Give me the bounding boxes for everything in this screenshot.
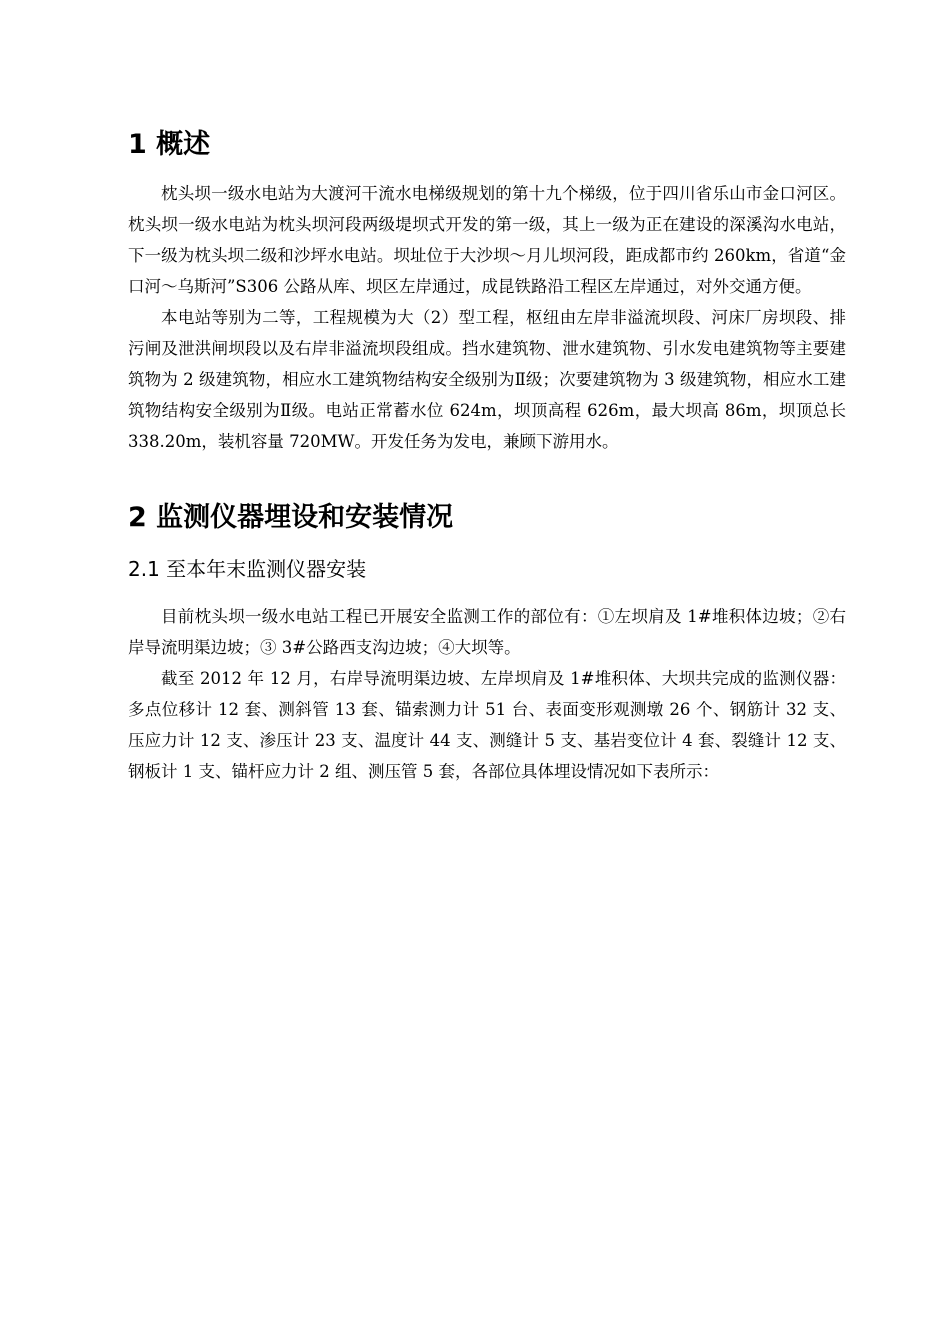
overview-paragraph-project-scale: 本电站等别为二等，工程规模为大（2）型工程，枢纽由左岸非溢流坝段、河床厂房坝段、排污闸及泄洪闸坝段以及右岸非溢流坝段组成。挡水建筑物、泄水建筑物、引水发电建筑物等主要建筑物为 2 级建筑物，相应水工建筑物结构安全级别为Ⅱ级；次要建筑物为 3 级建筑物，相应水工建筑物结构安全级别为Ⅱ级。电站正常蓄水位 624m，坝顶高程 626m，最大坝高 86m，坝顶总长 338.20m，装机容量 720MW。开发任务为发电，兼顾下游用水。 — [128, 308, 846, 451]
monitoring-paragraph-instrument-counts: 截至 2012 年 12 月，右岸导流明渠边坡、左岸坝肩及 1#堆积体、大坝共完成的监测仪器：多点位移计 12 套、测斜管 13 套、锚索测力计 51 台、表面变形观测墩 26 个、钢筋计 32 支、压应力计 12 支、渗压计 23 支、温度计 44 支、测缝计 5 支、基岩变位计 4 套、裂缝计 12 支、钢板计 1 支、锚杆应力计 2 组、测压管 5 套，各部位具体埋设情况如下表所示： — [128, 669, 846, 781]
document-content — [128, 120, 846, 787]
overview-paragraph-location: 枕头坝一级水电站为大渡河干流水电梯级规划的第十九个梯级，位于四川省乐山市金口河区。枕头坝一级水电站为枕头坝河段两级堤坝式开发的第一级，其上一级为正在建设的深溪沟水电站，下一级为枕头坝二级和沙坪水电站。坝址位于大沙坝～月儿坝河段，距成都市约 260km，省道“金口河～乌斯河”S306 公路从库、坝区左岸通过，成昆铁路沿工程区左岸通过，对外交通方便。 — [128, 184, 846, 296]
monitoring-paragraph-locations: 目前枕头坝一级水电站工程已开展安全监测工作的部位有：①左坝肩及 1#堆积体边坡；②右岸导流明渠边坡；③ 3#公路西支沟边坡；④大坝等。 — [128, 607, 846, 657]
section-heading-overview: 1 概述 — [128, 129, 211, 160]
subsection-heading-installation: 2.1 至本年末监测仪器安装 — [128, 557, 367, 581]
section-heading-monitoring-instruments: 2 监测仪器埋设和安装情况 — [128, 502, 454, 533]
